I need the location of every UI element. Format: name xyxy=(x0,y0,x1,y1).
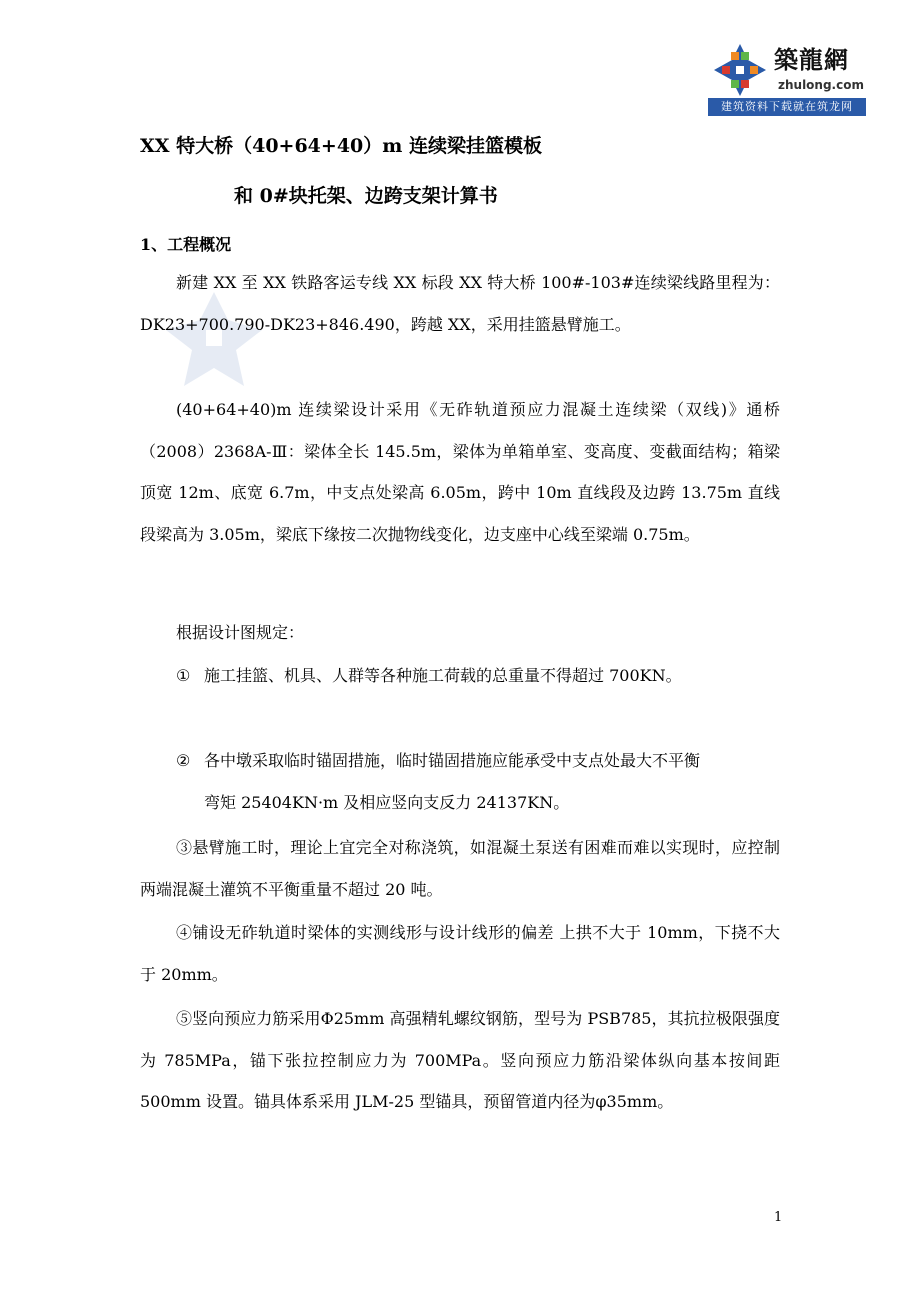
paragraph-design: (40+64+40)m 连续梁设计采用《无砟轨道预应力混凝土连续梁（双线)》通桥（2008）2368A-Ⅲ：梁体全长 145.5m，梁体为单箱单室、变高度、变截面结构；箱梁顶宽 12m、底宽 6.7m，中支点处梁高 6.05m，跨中 10m 直线段及边跨 13.75m 直线段梁高为 3.05m，梁底下缘按二次抛物线变化，边支座中心线至梁端 0.75m。 xyxy=(140,400,780,544)
paragraph-rules-intro: 根据设计图规定： xyxy=(176,623,305,642)
item-text: 各中墩采取临时锚固措施，临时锚固措施应能承受中支点处最大不平衡 xyxy=(204,751,701,770)
list-item xyxy=(176,740,780,823)
page-number: 1 xyxy=(774,1210,783,1225)
item-text: 施工挂篮、机具、人群等各种施工荷载的总重量不得超过 700KN。 xyxy=(204,666,682,685)
paragraph-item-4: ④铺设无砟轨道时梁体的实测线形与设计线形的偏差 上拱不大于 10mm，下挠不大于 20mm。 xyxy=(140,923,780,984)
paragraph-item-5: ⑤竖向预应力筋采用Φ25mm 高强精轧螺纹钢筋，型号为 PSB785，其抗拉极限强度为 785MPa，锚下张拉控制应力为 700MPa。竖向预应力筋沿梁体纵向基本按间距 500mm 设置。锚具体系采用 JLM-25 型锚具，预留管道内径为φ35mm。 xyxy=(140,1009,780,1112)
paragraph-route: 新建 XX 至 XX 铁路客运专线 XX 标段 XX 特大桥 100#-103#连续梁线路里程为：DK23+700.790-DK23+846.490，跨越 XX，采用挂篮悬臂施工。 xyxy=(140,273,780,334)
paragraph-item-3: ③悬臂施工时，理论上宜完全对称浇筑，如混凝土泵送有困难而难以实现时，应控制两端混凝土灌筑不平衡重量不超过 20 吨。 xyxy=(140,838,780,899)
item-number: ② xyxy=(176,751,191,770)
item-text-continued: 弯矩 25404KN·m 及相应竖向支反力 24137KN。 xyxy=(204,792,570,812)
list-item xyxy=(176,655,780,697)
document-title-line1: XX 特大桥（40+64+40）m 连续梁挂篮模板 xyxy=(140,135,542,157)
logo-domain: zhulong.com xyxy=(778,78,864,92)
item-number: ① xyxy=(176,666,191,685)
logo-tagline: 建筑资料下载就在筑龙网 xyxy=(708,98,866,116)
document-title-line2: 和 0#块托架、边跨支架计算书 xyxy=(234,185,498,207)
zhulong-logo-icon xyxy=(710,42,770,98)
zhulong-logo xyxy=(708,40,866,118)
section-heading: 1、工程概况 xyxy=(140,235,232,254)
logo-name: 築龍網 xyxy=(774,46,849,74)
